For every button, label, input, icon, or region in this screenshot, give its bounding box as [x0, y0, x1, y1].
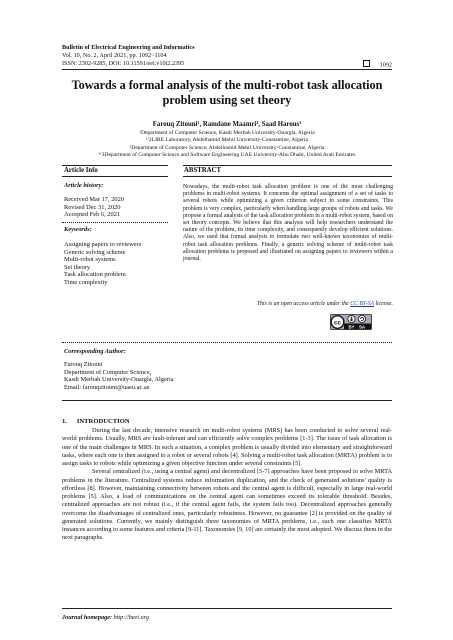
article-history — [64, 196, 124, 219]
sa-mark: SA — [358, 324, 366, 330]
divider — [62, 222, 168, 223]
keyword: Assigning papers to reviewers — [64, 241, 142, 248]
footer-rule — [62, 608, 392, 609]
journal-name: Bulletin of Electrical Engineering and Informatics — [62, 44, 195, 51]
corresponding-email: Email: farouqzitouni@uaeu.ac.ae — [64, 383, 150, 391]
divider — [62, 342, 392, 343]
issn-doi: ISSN: 2302-9285, DOI: 10.11591/eei.v10i2.2395 — [62, 60, 185, 67]
corresponding-author-details — [64, 361, 174, 391]
homepage-label: Journal homepage — [62, 614, 110, 621]
history-received: Received Mar 17, 2020 — [64, 196, 124, 203]
abstract-bottom-rule — [183, 176, 392, 177]
keyword-list — [64, 241, 141, 287]
keywords-label: Keywords: — [64, 226, 92, 233]
open-access-notice — [183, 301, 393, 307]
issn-line — [62, 60, 392, 68]
paragraph: Several centralized (i.e., using a central agent) and decentralized [5-7] approaches have been proposed to solve MRTA problems in the literature. Centralized systems reduce information duplication, and the check of generated solutions' quality is effortless [8]. However, maintaining connectivity between robots and the central agent is difficult, especially in large real-world problems [5]. Also, a load of communications on the central agent can sometimes exceed its tolerable threshold. Besides, centralized approaches are not robust (i.e., if the central agent fails, the system fails too). Decentralized approaches generally overcome the disadvantages of centralized ones, particularly robustness. However, no guarantee [2] is provided on the quality of generated solutions. Currently, we mainly distinguish three taxonomies of MRTA problems, i.e., each one classifies MRTA instances according to some features and criteria [9-11]. Taxonomies [9, 10] are certainly the most adopted. We discuss them in the next paragraphs. — [62, 468, 392, 542]
keyword: Generic solving scheme — [64, 248, 126, 256]
abstract-heading: ABSTRACT — [184, 167, 222, 174]
homepage-url[interactable]: http://beei.org — [113, 614, 149, 621]
keyword: Multi-robot systems — [64, 256, 116, 264]
corresponding-univ: Kasdi Merbah University-Ouargla, Algeria — [64, 376, 174, 384]
by-mark: BY — [348, 324, 355, 330]
corresponding-dept: Department of Computer Science, — [64, 368, 152, 376]
cc-by-sa-icon — [330, 314, 372, 330]
volume-line: Vol. 10, No. 2, April 2021, pp. 1092~1104 — [62, 52, 167, 59]
abstract-text: Nowadays, the multi-robot task allocation problem is one of the most challenging problems in multi-robot systems. It concerns the optimal assignment of a set of tasks to several robots while optimizing a given criterion subject to some constraints. This problem is very complex, particularly when handling large groups of robots and tasks. We propose a formal analysis of the task allocation problem in a multi-robot system, based on set theory concepts. We believe that this analysis will help researchers understand the nature of the problem, its time complexity, and consequently develop efficient solutions. Also, we used that formal analysis to formulate two well-known taxonomies of multi-robot task allocation problems. Finally, a generic solving scheme of multi-robot task allocation problems is proposed and illustrated on assigning papers to reviewers within a journal. — [183, 184, 393, 263]
article-info-bottom-rule — [62, 176, 168, 177]
front-matter-bottom-rule — [62, 400, 392, 401]
history-revised: Revised Dec 31, 2020 — [64, 203, 121, 211]
affiliation: ¹ʹ3Department of Computer Science and Software Engineering UAE University-Abu Dhabi, United Arab Emirates — [98, 151, 356, 158]
article-history-label: Article history: — [64, 182, 104, 189]
corresponding-name: Farouq Zitouni — [64, 361, 103, 368]
cc-mark: cc — [334, 319, 341, 327]
introduction-body — [62, 427, 392, 543]
license-link[interactable]: CC BY-SA — [350, 301, 374, 307]
history-accepted: Accepted Feb 6, 2021 — [64, 211, 121, 219]
section-heading-introduction: 1. INTRODUCTION — [62, 418, 130, 425]
affiliation: ²Department of Computer Science, Abdelhamid Mehri University-Constantine, Algeria — [129, 144, 325, 151]
abstract-top-rule — [183, 165, 392, 166]
affiliation: ¹ʹ2LIRE Laboratory, Abdelhamid Mehri University-Constantine, Algeria — [145, 137, 309, 144]
journal-homepage: Journal homepage: http://beei.org — [62, 614, 149, 621]
paper-title: Towards a formal analysis of the multi-robot task allocation problem using set theory — [71, 78, 383, 107]
open-access-suffix: license. — [374, 301, 393, 307]
keyword: Time complexity — [64, 278, 108, 286]
keyword: Set theory — [64, 263, 91, 271]
square-icon — [363, 60, 370, 67]
open-access-prefix: This is an open access article under the — [256, 301, 351, 307]
article-info-top-rule — [62, 165, 168, 166]
affiliation: ¹Department of Computer Science, Kasdi Merbah University-Ouargla, Algeria — [139, 130, 315, 136]
corresponding-author-label: Corresponding Author: — [64, 348, 126, 355]
author-list: Farouq Zitouni¹, Ramdane Maamri², Saad Harous³ — [152, 121, 302, 128]
paragraph: During the last decade, intensive research on multi-robot systems (MRS) has been conducted to solve several real-world problems. Usually, MRS are fault-tolerant and can efficiently solve complex problems [1-3]. The issue of task allocation is one of the main challenges in MRS. In such a situation, a complex problem is usually divided into elementary and straightforward tasks, where each one is then assigned to a robot or several robots [4]. Solving a multi-robot task allocation (MRTA) problem is to assign tasks to robots while optimizing a given objective function under several constraints [5]. — [62, 427, 392, 467]
page-number-value: 1092 — [379, 61, 392, 69]
header-rule — [62, 69, 392, 70]
keyword: Task allocation problem — [64, 271, 126, 279]
article-info-heading: Article Info — [64, 167, 98, 174]
